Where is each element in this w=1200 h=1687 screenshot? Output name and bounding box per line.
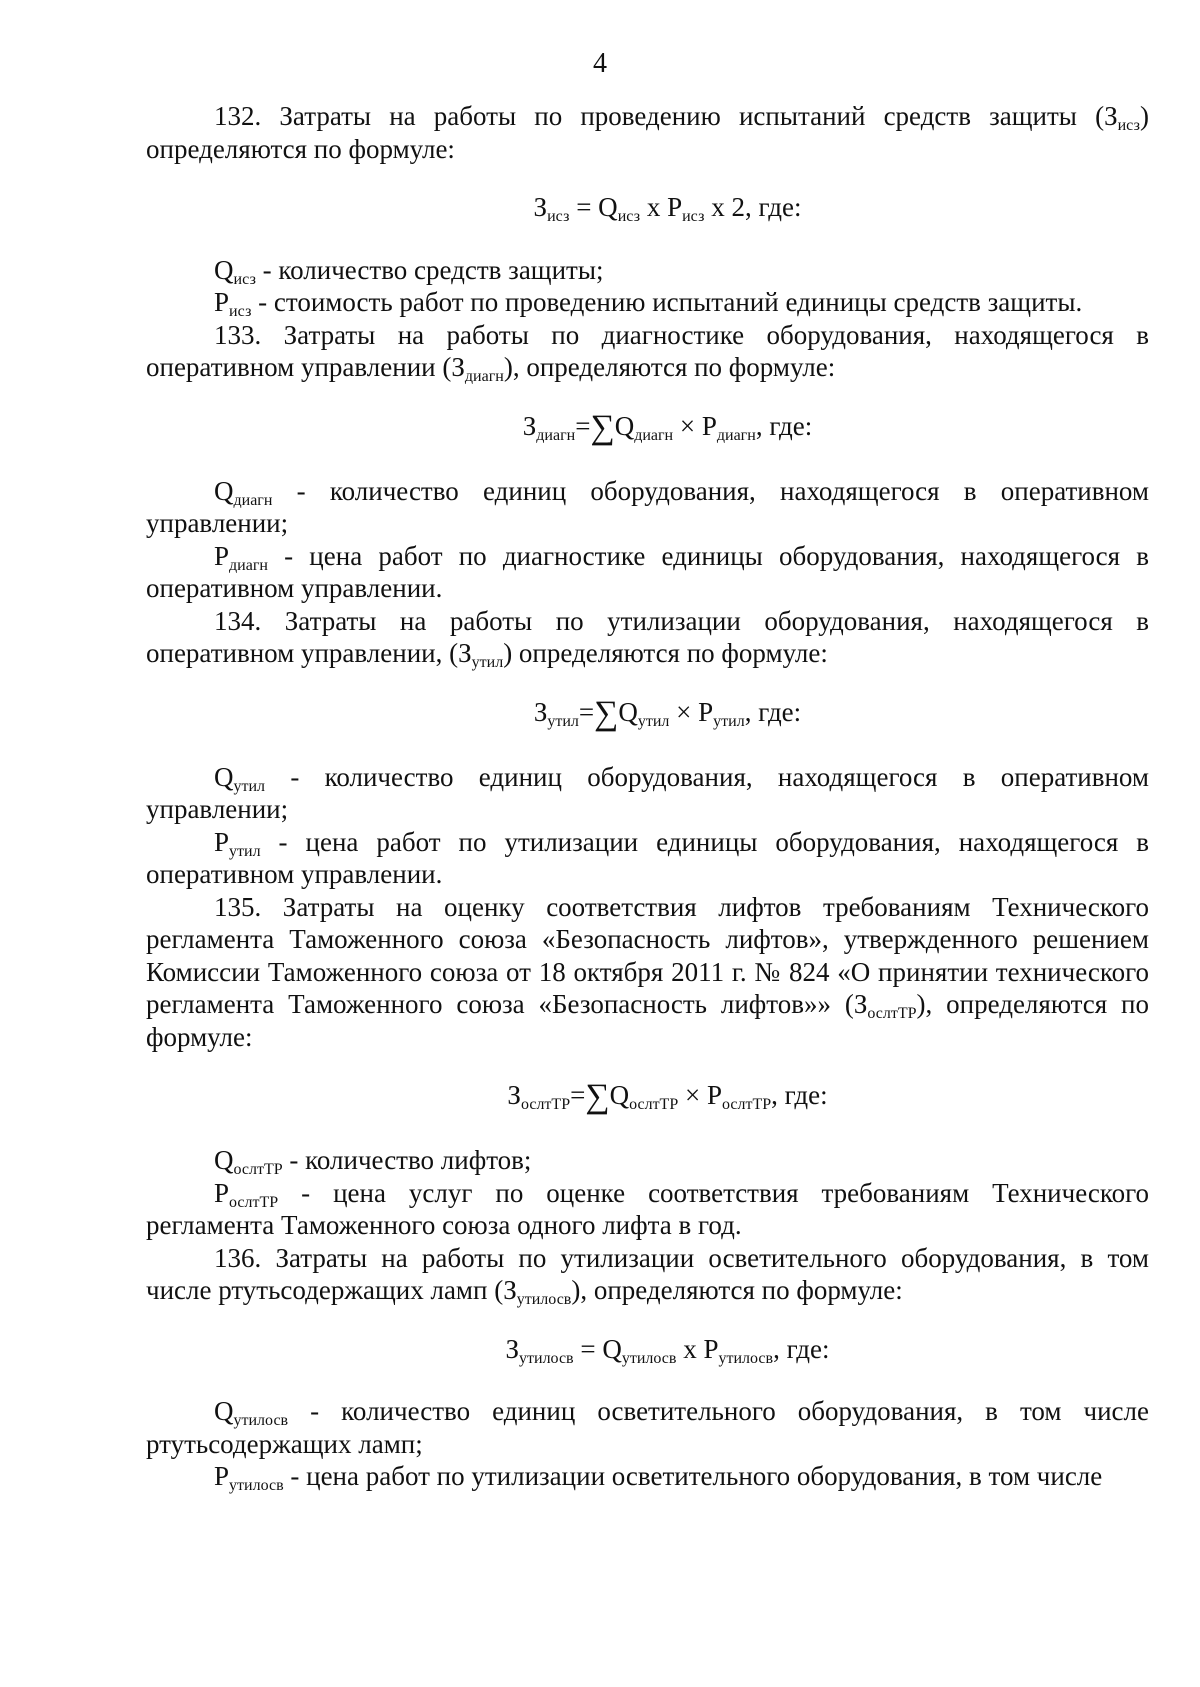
- sum-symbol: ∑: [585, 1078, 610, 1115]
- definition-q-134: $Q_{утил}$ - количество единиц оборудования, находящегося в оперативном управлении;: [146, 761, 1149, 824]
- definition-p-133: $P_{диагн}$ - цена работ по диагностике единицы оборудования, находящегося в оперативном управлении.: [146, 540, 1149, 603]
- paragraph-136: 136. Затраты на работы по утилизации осветительного оборудования, в том числе ртутьсодержащих ламп $(З_{утилосв})$, определяются по формуле:: [146, 1242, 1149, 1308]
- definition-p-132: $P_{исз}$ - стоимость работ по проведению испытаний единицы средств защиты.: [214, 287, 1083, 320]
- definition-q-133: $Q_{диагн}$ - количество единиц оборудования, находящегося в оперативном управлении;: [146, 475, 1149, 538]
- page-number: 4: [593, 48, 607, 79]
- paragraph-133: 133. Затраты на работы по диагностике оборудования, находящегося в оперативном управлении $(З_{диагн})$, определяются по формуле:: [146, 319, 1149, 385]
- sum-symbol: ∑: [590, 408, 615, 446]
- definition-p-136: $P_{утилосв}$ - цена работ по утилизации осветительного оборудования, в том числе: [214, 1461, 1103, 1494]
- paragraph-134: 134. Затраты на работы по утилизации оборудования, находящегося в оперативном управлении, $(З_{утил})$ определяются по формуле:: [146, 605, 1149, 671]
- formula-135: $З_{ослтТР}=\sum Q_{ослтТР} \times P_{ослтТР}$, где:: [507, 1078, 828, 1115]
- definition-q-132: $Q_{исз}$ - количество средств защиты;: [214, 254, 604, 288]
- formula-134: $З_{утил}=\sum Q_{утил} \times P_{утил}$, где:: [533, 694, 802, 732]
- definition-p-134: $P_{утил}$ - цена работ по утилизации единицы оборудования, находящегося в оперативном управлении.: [146, 826, 1149, 889]
- definition-p-135: $P_{ослтТР}$ - цена услуг по оценке соответствия требованиям Технического регламента Таможенного союза одного лифта в год.: [146, 1177, 1149, 1240]
- paragraph-135: 135. Затраты на оценку соответствия лифтов требованиям Технического регламента Таможенного союза «Безопасность лифтов», утвержденного решением Комиссии Таможенного союза от 18 октября 2011 г. № 824 «О принятии технического регламента Таможенного союза «Безопасность лифтов»» $(З_{ослтТР})$, определяются по формуле:: [146, 891, 1149, 1052]
- definition-q-136: $Q_{утилосв}$ - количество единиц осветительного оборудования, в том числе ртутьсодержащих ламп;: [146, 1396, 1149, 1459]
- formula-133: $З_{диагн}=\sum Q_{диагн} \times P_{диагн}$, где:: [522, 408, 813, 446]
- formula-132: $З_{исз} = Q_{исз}$ x $P_{исз}$ x 2, где:: [533, 192, 802, 225]
- paragraph-132: 132. Затраты на работы по проведению испытаний средств защиты $(З_{исз})$ определяются по формуле:: [146, 101, 1149, 164]
- document-body: [146, 100, 1149, 1493]
- definition-q-135: $Q_{ослтТР}$ - количество лифтов;: [214, 1145, 532, 1178]
- sum-symbol: ∑: [594, 694, 619, 732]
- formula-136: $З_{утилосв} = Q_{утилосв}$ x $P_{утилосв}$, где:: [505, 1333, 830, 1367]
